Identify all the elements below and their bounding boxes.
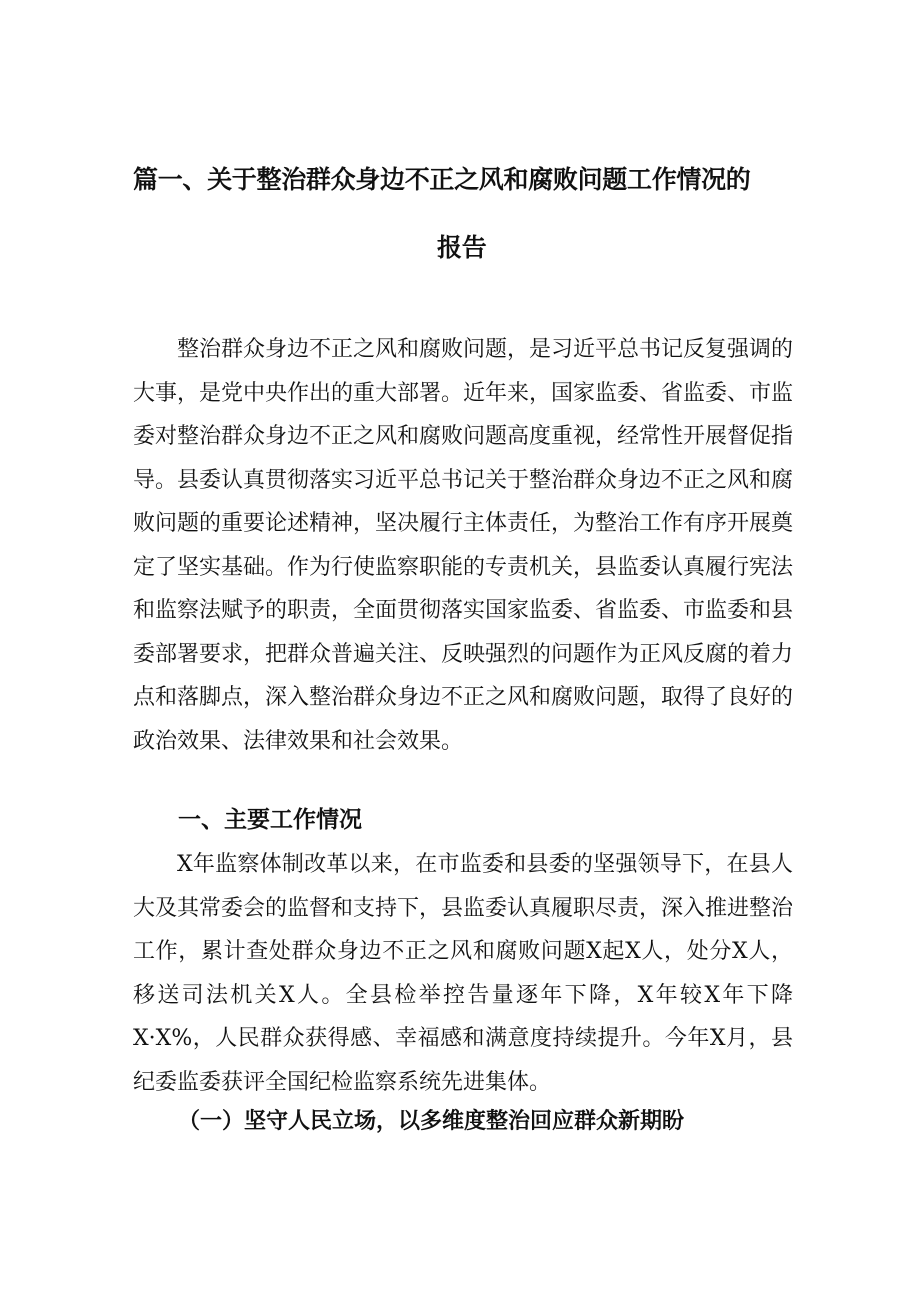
intro-paragraph: 整治群众身边不正之风和腐败问题，是习近平总书记反复强调的大事，是党中央作出的重大部署。近年来，国家监委、省监委、市监委对整治群众身边不正之风和腐败问题高度重视，经常性开展督促指导。县委认真贯彻落实习近平总书记关于整治群众身边不正之风和腐败问题的重要论述精神，坚决履行主体责任，为整治工作有序开展奠定了坚实基础。作为行使监察职能的专责机关，县监委认真履行宪法和监察法赋予的职责，全面贯彻落实国家监委、省监委、市监委和县委部署要求，把群众普遍关注、反映强烈的问题作为正风反腐的着力点和落脚点，深入整治群众身边不正之风和腐败问题，取得了良好的政治效果、法律效果和社会效果。 [133,337,794,754]
section-heading-main-work: 一、主要工作情况 [178,807,362,833]
document-title-line-2: 报告 [437,233,487,262]
subsection-heading-1: （一）坚守人民立场，以多维度整治回应群众新期盼 [178,1108,685,1134]
work-summary-paragraph: X年监察体制改革以来，在市监委和县委的坚强领导下，在县人大及其常委会的监督和支持下，县监委认真履职尽责，深入推进整治工作，累计查处群众身边不正之风和腐败问题X起X人，处分X人，移送司法机关X人。全县检举控告量逐年下降，X年较X年下降X·X%，人民群众获得感、幸福感和满意度持续提升。今年X月，县纪委监委获评全国纪检监察系统先进集体。 [133,852,794,1095]
document-title-line-1: 篇一、关于整治群众身边不正之风和腐败问题工作情况的 [133,165,751,194]
